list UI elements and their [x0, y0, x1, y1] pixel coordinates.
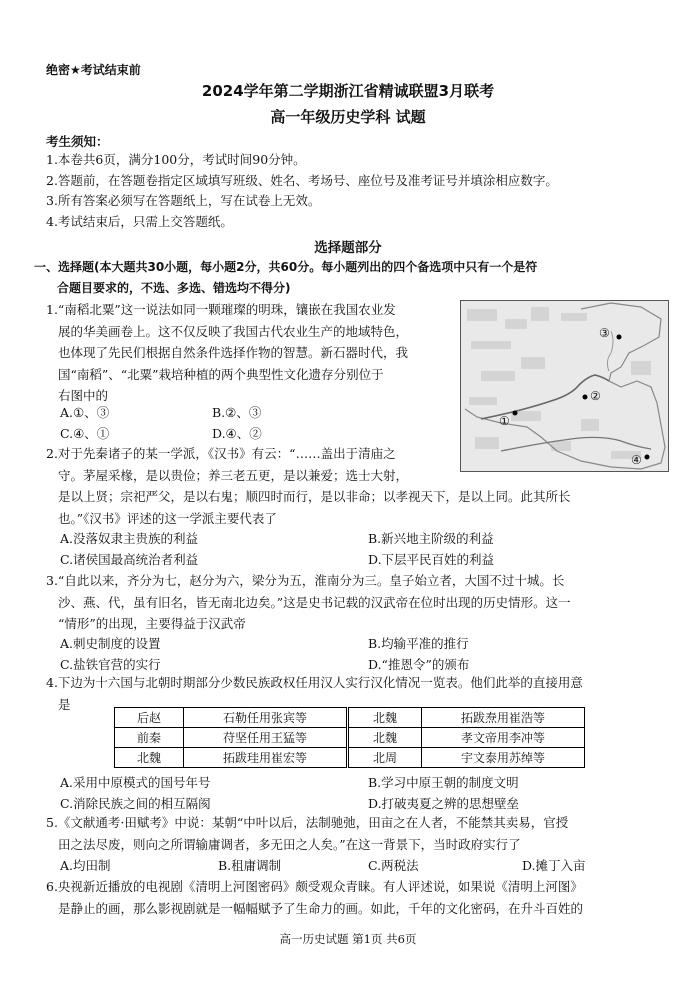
table-cell: 宇文泰用苏绰等 — [422, 748, 585, 768]
table-cell: 北魏 — [348, 708, 422, 728]
q1-option-d: D.④、② — [212, 426, 262, 441]
map-marker-3: ③ — [599, 326, 610, 340]
q3-option-a: A.刺史制度的设置 — [60, 636, 161, 651]
q3-line: 3.“自此以来，齐分为七，赵分为六，梁分为五，淮南分为三。皇子始立者，大国不过十城。长 — [46, 573, 565, 588]
table-cell: 前秦 — [115, 728, 184, 748]
q3-option-b: B.均输平准的推行 — [368, 636, 469, 651]
q6-line: 是静止的画，那么影视剧就是一幅幅赋予了生命力的画。如此，千年的文化密码，在升斗百姓的 — [58, 900, 584, 916]
q4-option-a: A.采用中原模式的国号年号 — [60, 775, 211, 790]
table-cell: 拓跋珪用崔宏等 — [184, 748, 348, 768]
table-cell: 苻坚任用王猛等 — [184, 728, 348, 748]
table-cell: 石勒任用张宾等 — [184, 708, 348, 728]
q4-line: 是 — [58, 696, 71, 712]
table-cell: 拓跋焘用崔浩等 — [422, 708, 585, 728]
q1-line: 右图中的 — [58, 388, 109, 403]
q2-line: 守。茅屋采椽，是以贵俭；养三老五更，是以兼爱；选士大射， — [58, 467, 409, 483]
question-5 — [46, 812, 568, 855]
section-intro-2: 合题目要求的，不选、多选、错选均不得分) — [57, 281, 291, 295]
q3-option-d: D.“推恩令”的颁布 — [368, 657, 470, 672]
q5-option-c: C.两税法 — [368, 858, 419, 873]
table-cell: 北魏 — [115, 748, 184, 768]
question-3 — [46, 570, 571, 635]
q4-option-c: C.消除民族之间的相互隔阂 — [60, 796, 211, 811]
q1-line: 也体现了先民们根据自然条件选择作物的智慧。新石器时代，我 — [58, 345, 409, 360]
q4-option-b: B.学习中原王朝的制度文明 — [368, 775, 519, 790]
q5-option-d: D.摊丁入亩 — [522, 858, 586, 873]
page-footer: 高一历史试题 第1页 共6页 — [279, 932, 417, 946]
q5-option-a: A.均田制 — [60, 858, 111, 873]
table-row — [115, 708, 585, 728]
instructions-list — [46, 150, 558, 232]
q5-line: 田之法尽废，则向之所谓输庸调者，多无田之人矣。”在这一背景下，当时政府实行了 — [58, 836, 521, 852]
q3-line: 沙、燕、代，虽有旧名，皆无南北边矣。”这是史书记载的汉武帝在位时出现的历史情形。这一 — [58, 594, 571, 610]
map-marker-1: ① — [499, 414, 510, 428]
map-marker-4: ④ — [631, 453, 642, 467]
q3-option-c: C.盐铁官营的实行 — [60, 657, 161, 672]
table-row — [115, 728, 585, 748]
q1-line: 国“南稻”、“北粟”栽培种植的两个典型性文化遗存分别位于 — [58, 366, 384, 382]
q1-line: 1.“南稻北粟”这一说法如同一颗璀璨的明珠，镶嵌在我国农业发 — [46, 302, 396, 317]
section-intro-1: 一、选择题(本大题共30小题，每小题2分，共60分。每小题列出的四个备选项中只有一个是符 — [34, 260, 538, 274]
question-6 — [46, 876, 583, 919]
exam-subtitle: 高一年级历史学科 试题 — [270, 108, 426, 126]
q2-option-d: D.下层平民百姓的利益 — [368, 552, 495, 567]
table-cell: 北魏 — [348, 728, 422, 748]
q5-line: 5.《文献通考·田赋考》中说：某朝“中叶以后，法制驰弛，田亩之在人者，不能禁其卖易，官授 — [46, 815, 569, 830]
q1-line: 展的华美画卷上。这不仅反映了我国古代农业生产的地域特色， — [58, 323, 409, 339]
q2-line: 2.对于先秦诸子的某一学派，《汉书》有云：“……盖出于清庙之 — [46, 446, 396, 461]
q2-option-b: B.新兴地主阶级的利益 — [368, 531, 494, 546]
q3-line: “情形”的出现，主要得益于汉武帝 — [58, 616, 246, 631]
q6-line: 6.央视新近播放的电视剧《清明上河图密码》颇受观众青睐。有人评述说，如果说《清明上河图》 — [46, 879, 583, 894]
q2-line: 是以上贤；宗祀严父，是以右鬼；顺四时而行，是以非命；以孝视天下，是以上同。此其所长 — [58, 489, 571, 504]
map-marker-2: ② — [590, 389, 601, 403]
q1-option-a: A.①、③ — [60, 405, 110, 420]
q4-option-d: D.打破夷夏之辨的思想壁垒 — [368, 796, 520, 811]
q5-option-b: B.租庸调制 — [218, 858, 282, 873]
instruction-item: 4.考试结束后，只需上交答题纸。 — [46, 213, 233, 229]
instruction-item: 3.所有答案必须写在答题纸上，写在试卷上无效。 — [46, 193, 321, 208]
q1-option-c: C.④、① — [60, 426, 110, 441]
table-row — [115, 748, 585, 768]
exam-title: 2024学年第二学期浙江省精诚联盟3月联考 — [201, 82, 495, 100]
instructions-heading: 考生须知： — [46, 134, 109, 149]
q1-option-b: B.②、③ — [212, 405, 262, 420]
table-cell: 北周 — [348, 748, 422, 768]
section-title: 选择题部分 — [314, 240, 382, 256]
table-cell: 后赵 — [115, 708, 184, 728]
q4-line: 4.下边为十六国与北朝时期部分少数民族政权任用汉人实行汉化情况一览表。他们此举的直接用意 — [46, 675, 583, 690]
question-2 — [46, 443, 571, 529]
q2-line: 也。”《汉书》评述的这一学派主要代表了 — [58, 510, 277, 526]
table-cell: 孝文帝用李冲等 — [422, 728, 585, 748]
sinicization-table — [114, 707, 585, 768]
instruction-item: 1.本卷共6页，满分100分，考试时间90分钟。 — [46, 152, 306, 167]
secret-label: 绝密★考试结束前 — [46, 63, 141, 77]
q2-option-a: A.没落奴隶主贵族的利益 — [60, 531, 199, 546]
q2-option-c: C.诸侯国最高统治者利益 — [60, 552, 199, 567]
question-1 — [46, 299, 408, 407]
instruction-item: 2.答题前，在答题卷指定区域填写班级、姓名、考场号、座位号及准考证号并填涂相应数字。 — [46, 172, 558, 188]
